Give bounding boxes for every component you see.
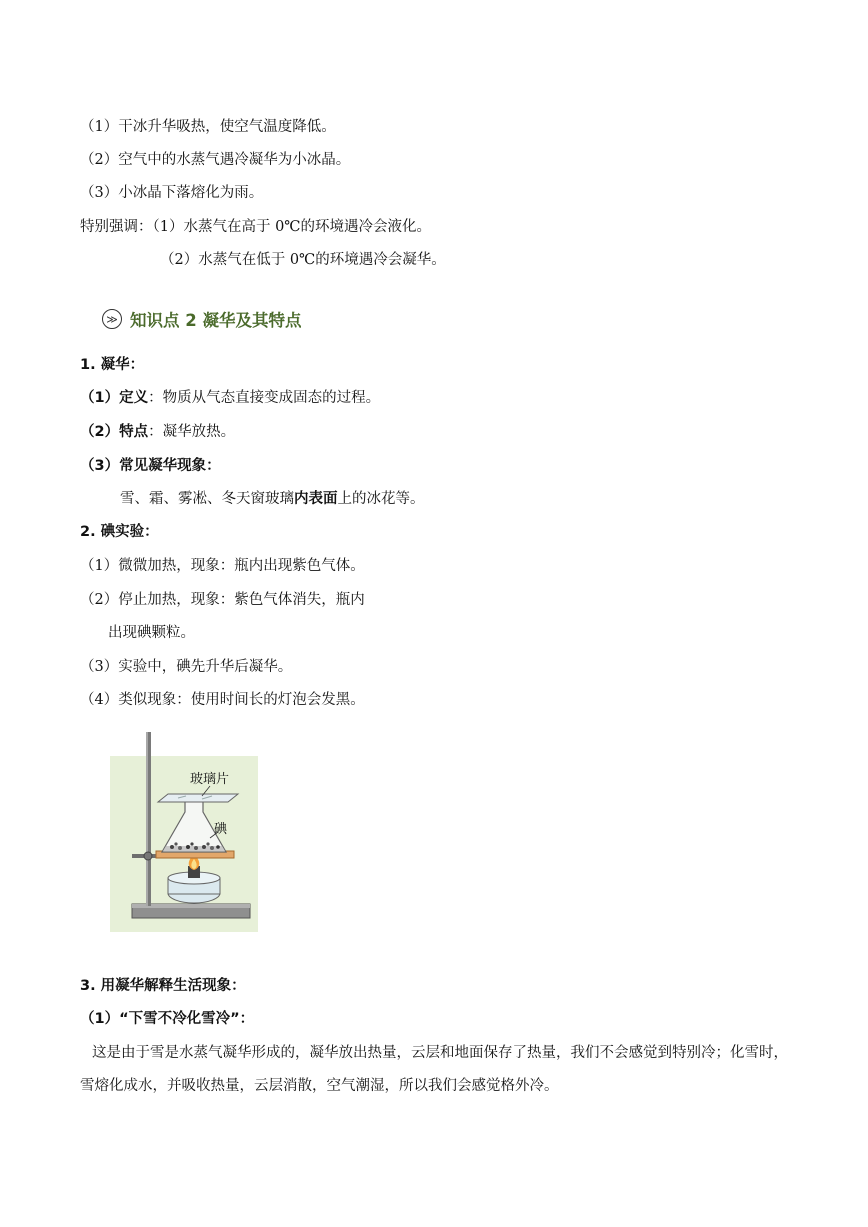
- item2-line-3: （3）实验中，碘先升华后凝华。: [80, 659, 293, 675]
- definition-label: （1）定义: [80, 390, 149, 406]
- common-post: 上的冰花等。: [337, 491, 425, 507]
- item3-subtitle: （1）“下雪不冷化雪冷”：: [80, 1011, 255, 1027]
- common-phenomena-text: [120, 489, 425, 509]
- common-phenomena-label: （3）常见凝华现象：: [80, 458, 221, 474]
- item3-title: 3. 用凝华解释生活现象：: [80, 978, 246, 994]
- emphasis-label: 特别强调：: [80, 219, 153, 235]
- iodine-experiment-figure: [110, 728, 270, 932]
- label-iodine: 碘: [214, 822, 228, 837]
- explain-line-2: （2）空气中的水蒸气遇冷凝华为小冰晶。: [80, 152, 351, 168]
- item1-title: 1. 凝华：: [80, 357, 145, 373]
- item1-feature: [80, 422, 235, 442]
- common-pre: 雪、霜、雾凇、冬天窗玻璃: [120, 491, 294, 507]
- emphasis-line-2: （2）水蒸气在低于 0℃的环境遇冷会凝华。: [160, 252, 446, 268]
- feature-label: （2）特点: [80, 424, 149, 440]
- label-glass-sheet: 玻璃片: [190, 772, 230, 787]
- common-bold: 内表面: [294, 491, 338, 507]
- explain-line-3: （3）小冰晶下落熔化为雨。: [80, 185, 264, 201]
- section-title: 知识点 2 凝华及其特点: [130, 311, 302, 330]
- item2-line-2a: （2）停止加热，现象：紫色气体消失，瓶内: [80, 592, 365, 608]
- item2-line-4: （4）类似现象：使用时间长的灯泡会发黑。: [80, 692, 365, 708]
- section-heading: [102, 306, 301, 332]
- explain-line-1: （1）干冰升华吸热，使空气温度降低。: [80, 119, 336, 135]
- item3-paragraph: 这是由于雪是水蒸气凝华形成的，凝华放出热量，云层和地面保存了热量，我们不会感觉到特别冷；化雪时，雪熔化成水，并吸收热量，云层消散，空气潮湿，所以我们会感觉格外冷。: [80, 1045, 788, 1094]
- definition-text: ：物质从气态直接变成固态的过程。: [148, 390, 381, 406]
- circle-arrow-icon: ≫: [102, 309, 122, 329]
- item2-line-2b: 出现碘颗粒。: [108, 625, 195, 641]
- item2-title: 2. 碘实验：: [80, 524, 159, 540]
- emphasis-text-1: （1）水蒸气在高于 0℃的环境遇冷会液化。: [152, 219, 432, 235]
- item2-line-1: （1）微微加热，现象：瓶内出现紫色气体。: [80, 558, 365, 574]
- emphasis-line-1: [80, 217, 431, 237]
- iodine-apparatus-illustration: [110, 728, 270, 932]
- item1-definition: [80, 388, 380, 408]
- feature-text: ：凝华放热。: [148, 424, 236, 440]
